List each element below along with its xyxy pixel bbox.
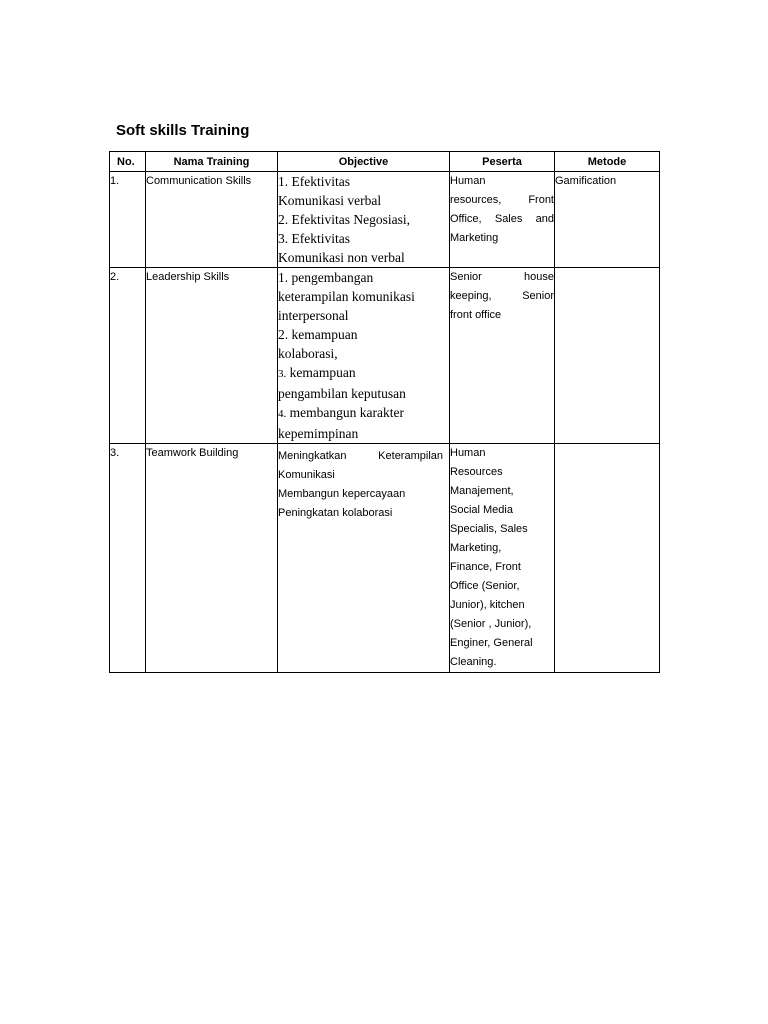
objective-line: Meningkatkan Keterampilan <box>278 450 443 462</box>
peserta-cell <box>450 172 555 268</box>
training-name: Communication Skills <box>146 172 278 268</box>
objective-line: 3. Efektivitas <box>278 231 350 246</box>
peserta-line: Marketing <box>450 232 499 244</box>
row-number: 1. <box>110 172 146 268</box>
objective-line <box>278 403 449 424</box>
peserta-line: (Senior , Junior), <box>450 618 532 630</box>
objective-line: Komunikasi verbal <box>278 193 382 208</box>
objective-cell <box>278 172 450 268</box>
objective-line: Peningkatan kolaborasi <box>278 507 393 519</box>
peserta-line: front office <box>450 309 502 321</box>
header-metode: Metode <box>555 152 660 172</box>
peserta-line: resources, Front <box>450 194 554 206</box>
peserta-cell <box>450 268 555 444</box>
peserta-cell <box>450 444 555 673</box>
training-table <box>109 151 660 673</box>
objective-cell <box>278 268 450 444</box>
objective-line: 2. Efektivitas Negosiasi, <box>278 212 410 227</box>
header-no: No. <box>110 152 146 172</box>
training-name: Teamwork Building <box>146 444 278 673</box>
page-title: Soft skills Training <box>116 122 250 139</box>
peserta-line: Human <box>450 447 486 459</box>
header-objective: Objective <box>278 152 450 172</box>
peserta-line: Manajement, <box>450 485 514 497</box>
objective-line <box>278 363 449 384</box>
objective-line: 1. Efektivitas <box>278 174 350 189</box>
objective-text: kemampuan <box>286 365 356 380</box>
objective-line: 1. pengembangan <box>278 270 374 285</box>
metode-cell: Gamification <box>555 172 660 268</box>
peserta-line: keeping, Senior <box>450 290 554 302</box>
peserta-line: Resources <box>450 466 503 478</box>
peserta-line: Finance, Front <box>450 561 521 573</box>
objective-cell <box>278 444 450 673</box>
row-number: 3. <box>110 444 146 673</box>
peserta-line: Cleaning. <box>450 656 497 668</box>
objective-line: interpersonal <box>278 308 349 323</box>
header-peserta: Peserta <box>450 152 555 172</box>
objective-number: 3. <box>278 368 287 380</box>
peserta-line: Specialis, Sales <box>450 523 528 535</box>
objective-line: kepemimpinan <box>278 426 359 441</box>
training-name: Leadership Skills <box>146 268 278 444</box>
objective-number: 4. <box>278 408 287 420</box>
objective-text: membangun karakter <box>286 405 404 420</box>
objective-line: pengambilan keputusan <box>278 386 406 401</box>
objective-line: 2. kemampuan <box>278 327 358 342</box>
peserta-line: Office, Sales and <box>450 213 554 225</box>
objective-line: Komunikasi <box>278 469 335 481</box>
table-header-row <box>110 152 660 172</box>
objective-line: kolaborasi, <box>278 346 338 361</box>
row-number: 2. <box>110 268 146 444</box>
peserta-line: Senior house <box>450 271 554 283</box>
metode-cell <box>555 444 660 673</box>
metode-cell <box>555 268 660 444</box>
peserta-line: Junior), kitchen <box>450 599 525 611</box>
peserta-line: Office (Senior, <box>450 580 520 592</box>
peserta-line: Enginer, General <box>450 637 533 649</box>
table-row <box>110 172 660 268</box>
peserta-line: Social Media <box>450 504 513 516</box>
peserta-line: Human <box>450 175 486 187</box>
peserta-line: Marketing, <box>450 542 502 554</box>
objective-line: Membangun kepercayaan <box>278 488 406 500</box>
header-name: Nama Training <box>146 152 278 172</box>
table-row <box>110 268 660 444</box>
objective-line: keterampilan komunikasi <box>278 289 415 304</box>
table-row <box>110 444 660 673</box>
objective-line: Komunikasi non verbal <box>278 250 405 265</box>
